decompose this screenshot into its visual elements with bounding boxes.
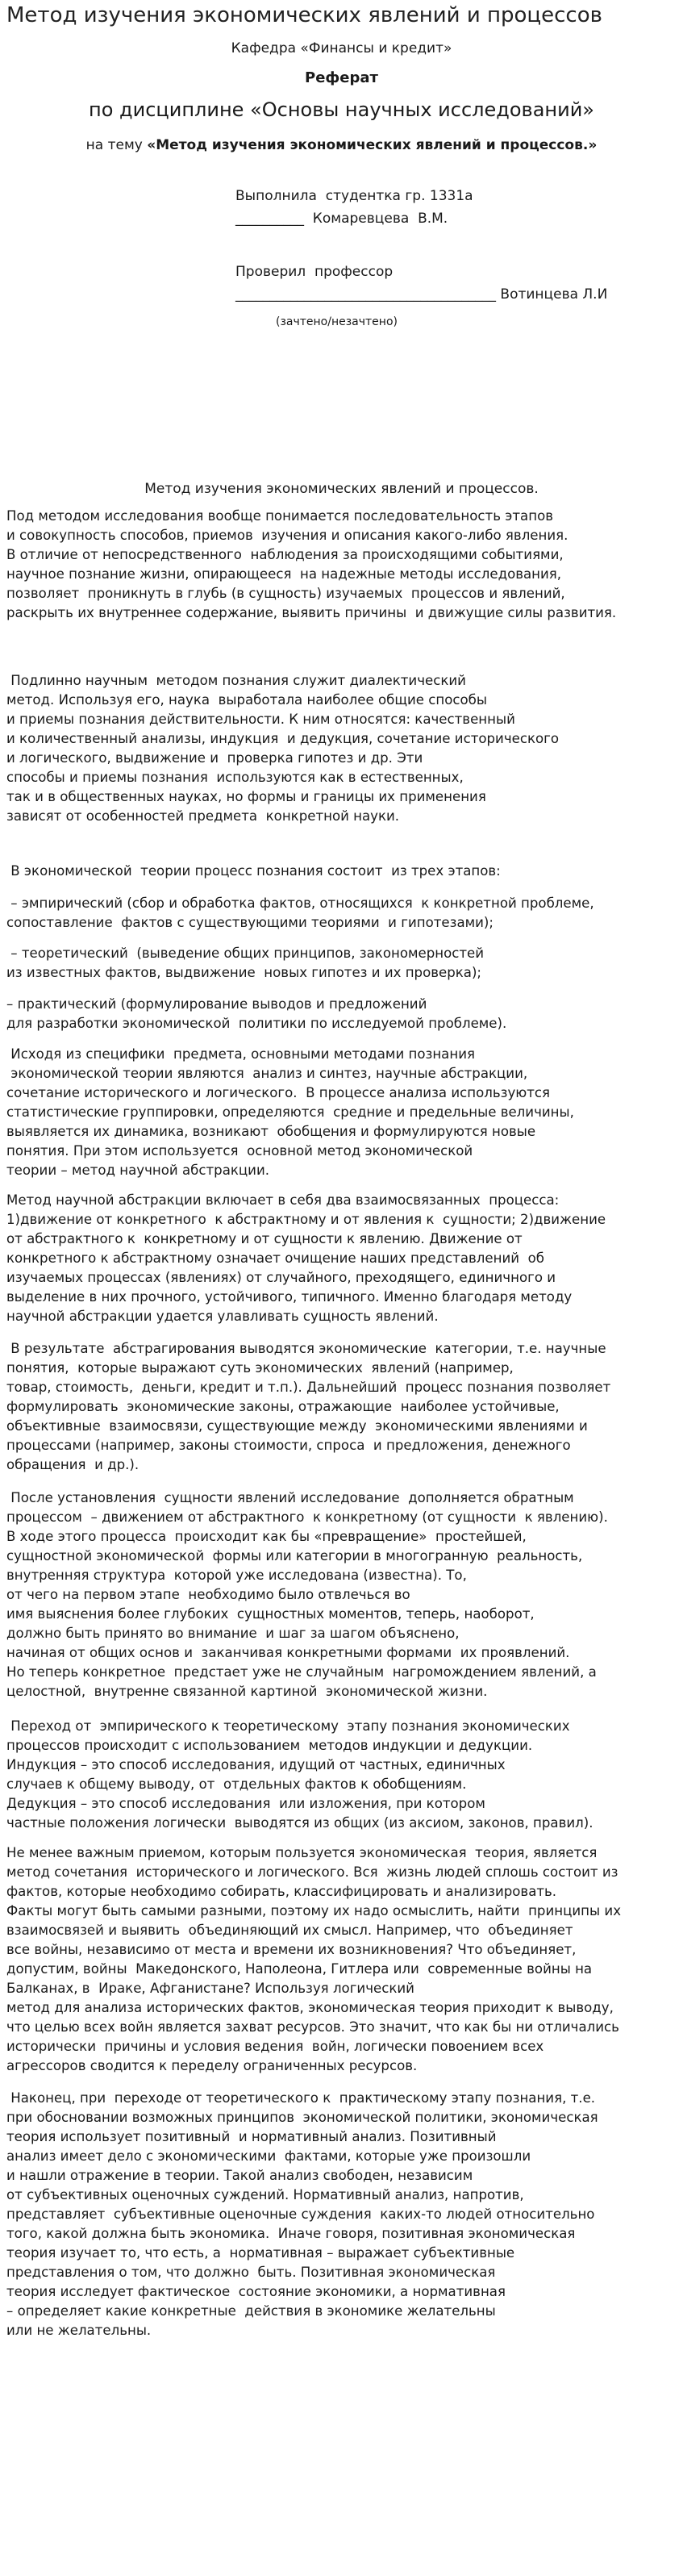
text-line: случаев к общему выводу, от отдельных фактов к обобщениям. (6, 1776, 467, 1792)
text-line: взаимосвязей и выявить объединяющий их смысл. Например, что объединяет (6, 1923, 573, 1938)
text-line: Не менее важным приемом, которым пользуется экономическая теория, является (6, 1845, 598, 1860)
text-line: Но теперь конкретное предстает уже не случайным нагромождением явлений, а (6, 1664, 597, 1680)
text-line: Метод научной абстракции включает в себя два взаимосвязанных процесса: (6, 1192, 560, 1208)
text-line: Индукция – это способ исследования, идущий от частных, единичных (6, 1757, 506, 1772)
text-line: что целью всех войн является захват ресурсов. Это значит, что как бы ни отличались (6, 2019, 619, 2035)
text-line: сочетание исторического и логического. В процессе анализа используются (6, 1085, 551, 1100)
text-line: представления о том, что должно быть. Позитивная экономическая (6, 2265, 496, 2280)
text-line: метод. Используя его, наука выработала наиболее общие способы (6, 692, 487, 708)
paragraph (6, 894, 676, 933)
text-line: процессами (например, законы стоимости, спроса и предложения, денежного (6, 1438, 571, 1453)
grade-note: (зачтено/незачтено) (276, 315, 398, 328)
paragraph (6, 1045, 676, 1180)
paragraph (6, 1339, 676, 1475)
text-line: Переход от эмпирического к теоретическому этапу познания экономических (6, 1718, 570, 1734)
checker-name-line: ______________________________________ Вотинцева Л.И (235, 286, 608, 303)
text-line: понятия. При этом используется основной метод экономической (6, 1143, 473, 1159)
paragraph (6, 507, 676, 623)
text-line: должно быть принято во внимание и шаг за шагом объяснено, (6, 1626, 460, 1641)
text-line: изучаемых процессах (явлениях) от случайного, преходящего, единичного и (6, 1270, 556, 1285)
text-line: фактов, которые необходимо собирать, классифицировать и анализировать. (6, 1884, 557, 1899)
topic-line (0, 137, 683, 153)
text-line: обращения и др.). (6, 1457, 140, 1472)
checker-line: Проверил профессор (235, 264, 394, 280)
paragraph (6, 1717, 676, 1833)
text-line: агрессоров сводится к переделу ограниченных ресурсов. (6, 2058, 418, 2073)
text-line: способы и приемы познания используются как в естественных, (6, 770, 464, 785)
text-line: исторически причины и условия ведения войн, логически повоением всех (6, 2039, 544, 2054)
text-line: Наконец, при переходе от теоретического к практическому этапу познания, т.е. (6, 2090, 596, 2106)
text-line: В экономической теории процесс познания состоит из трех этапов: (6, 863, 501, 879)
topic-title: «Метод изучения экономических явлений и процессов.» (147, 137, 598, 153)
text-line: конкретного к абстрактному означает очищение наших представлений об (6, 1250, 544, 1266)
text-line: В ходе этого процесса происходит как бы «превращение» простейшей, (6, 1529, 527, 1544)
text-line: В результате абстрагирования выводятся экономические категории, т.е. научные (6, 1341, 606, 1356)
paragraph (6, 2089, 676, 2340)
text-line: от субъективных оценочных суждений. Нормативный анализ, напротив, (6, 2187, 524, 2202)
paragraph (6, 862, 676, 881)
paragraph (6, 1191, 676, 1326)
paragraph (6, 1843, 676, 2076)
text-line: – теоретический (выведение общих принципов, закономерностей (6, 946, 485, 961)
text-line: – эмпирический (сбор и обработка фактов, относящихся к конкретной проблеме, (6, 896, 594, 911)
text-line: – определяет какие конкретные действия в экономике желательны (6, 2303, 496, 2319)
text-line: научной абстракции удается улавливать сущность явлений. (6, 1309, 439, 1324)
text-line: и логического, выдвижение и проверка гипотез и др. Эти (6, 750, 423, 766)
text-line: сопоставление фактов с существующими теориями и гипотезами); (6, 915, 494, 930)
text-line: допустим, войны Македонского, Наполеона, Гитлера или современные войны на (6, 1961, 593, 1977)
text-line: целостной, внутренне связанной картиной экономической жизни. (6, 1684, 488, 1699)
text-line: внутренняя структура которой уже исследована (известна). То, (6, 1568, 467, 1583)
text-line: процессом – движением от абстрактного к конкретному (от сущности к явлению). (6, 1509, 608, 1525)
document-title: Метод изучения экономических явлений и процессов (6, 3, 602, 27)
text-line: все войны, независимо от места и времени их возникновения? Что объединяет, (6, 1942, 577, 1957)
text-line: – практический (формулирование выводов и предложений (6, 996, 427, 1012)
text-line: частные положения логически выводятся из общих (из аксиом, законов, правил). (6, 1815, 593, 1831)
text-line: и совокупность способов, приемов изучения и описания какого-либо явления. (6, 528, 568, 543)
text-line: зависят от особенностей предмета конкретной науки. (6, 808, 400, 824)
text-line: выделение в них прочного, устойчивого, типичного. Именно благодаря методу (6, 1289, 573, 1305)
text-line: процессов происходит с использованием методов индукции и дедукции. (6, 1738, 533, 1753)
text-line: метод сочетания исторического и логического. Вся жизнь людей сплошь состоит из (6, 1864, 618, 1880)
paragraph (6, 995, 676, 1033)
text-line: и приемы познания действительности. К ним относятся: качественный (6, 712, 515, 727)
discipline-line: по дисциплине «Основы научных исследований» (89, 98, 594, 121)
text-line: так и в общественных науках, но формы и границы их применения (6, 789, 486, 804)
text-line: от чего на первом этапе необходимо было отвлечься во (6, 1587, 410, 1602)
text-line: теория использует позитивный и нормативный анализ. Позитивный (6, 2129, 497, 2144)
text-line: и количественный анализы, индукция и дедукция, сочетание исторического (6, 731, 560, 746)
text-line: статистические группировки, определяются средние и предельные величины, (6, 1104, 574, 1120)
text-line: или не желательны. (6, 2323, 152, 2338)
paragraph (6, 671, 676, 826)
text-line: объективные взаимосвязи, существующие между экономическими явлениями и (6, 1418, 588, 1434)
text-line: позволяет проникнуть в глубь (в сущность) изучаемых процессов и явлений, (6, 586, 565, 601)
text-line: раскрыть их внутреннее содержание, выявить причины и движущие силы развития. (6, 605, 617, 620)
genre-heading: Реферат (305, 69, 378, 86)
paragraph (6, 1488, 676, 1701)
text-line: от абстрактного к конкретному и от сущности к явлению. Движение от (6, 1231, 523, 1246)
text-line: теории – метод научной абстракции. (6, 1163, 270, 1178)
text-line: товар, стоимость, деньги, кредит и т.п.). Дальнейший процесс познания позволяет (6, 1380, 611, 1395)
paragraph (6, 944, 676, 983)
text-line: теория исследует фактическое состояние экономики, а нормативная (6, 2284, 506, 2299)
text-line: теория изучает то, что есть, а нормативная – выражает субъективные (6, 2245, 515, 2261)
text-line: сущностной экономической формы или категории в многогранную реальность, (6, 1548, 583, 1564)
text-line: начиная от общих основ и заканчивая конкретными формами их проявлений. (6, 1645, 570, 1660)
text-line: 1)движение от конкретного к абстрактному и от явления к сущности; 2)движение (6, 1212, 606, 1227)
text-line: Балканах, в Ираке, Афганистане? Используя логический (6, 1981, 414, 1996)
text-line: выявляется их динамика, возникают обобщения и формулируются новые (6, 1124, 536, 1139)
topic-prefix: на тему (85, 137, 148, 153)
text-line: Дедукция – это способ исследования или изложения, при котором (6, 1796, 485, 1811)
text-line: представляет субъективные оценочные суждения каких-то людей относительно (6, 2207, 595, 2222)
text-line: формулировать экономические законы, отражающие наиболее устойчивые, (6, 1399, 560, 1414)
text-line: из известных фактов, выдвижение новых гипотез и их проверка); (6, 965, 482, 980)
text-line: при обосновании возможных принципов экономической политики, экономическая (6, 2110, 598, 2125)
text-line: Исходя из специфики предмета, основными методами познания (6, 1046, 475, 1062)
text-line: Под методом исследования вообще понимается последовательность этапов (6, 508, 554, 524)
text-line: для разработки экономической политики по исследуемой проблеме). (6, 1016, 507, 1031)
performer-line: Выполнила студентка гр. 1331а (235, 188, 473, 204)
performer-name-line: __________ Комаревцева В.М. (235, 211, 448, 227)
text-line: имя выяснения более глубоких сущностных моментов, теперь, наоборот, (6, 1606, 535, 1622)
text-line: и нашли отражение в теории. Такой анализ свободен, независим (6, 2168, 473, 2183)
text-line: экономической теории являются анализ и синтез, научные абстракции, (6, 1066, 528, 1081)
text-line: В отличие от непосредственного наблюдения за происходящими событиями, (6, 547, 564, 562)
text-line: понятия, которые выражают суть экономических явлений (например, (6, 1360, 514, 1376)
text-line: того, какой должна быть экономика. Иначе говоря, позитивная экономическая (6, 2226, 576, 2241)
text-line: научное познание жизни, опирающееся на надежные методы исследования, (6, 566, 562, 582)
text-line: Факты могут быть самыми разными, поэтому их надо осмыслить, найти принципы их (6, 1903, 622, 1918)
body-heading: Метод изучения экономических явлений и процессов. (144, 481, 539, 497)
text-line: Подлинно научным методом познания служит диалектический (6, 673, 466, 688)
text-line: анализ имеет дело с экономическими фактами, которые уже произошли (6, 2148, 531, 2164)
text-line: метод для анализа исторических фактов, экономическая теория приходит к выводу, (6, 2000, 614, 2015)
text-line: После установления сущности явлений исследование дополняется обратным (6, 1490, 574, 1505)
department-line: Кафедра «Финансы и кредит» (231, 40, 452, 56)
